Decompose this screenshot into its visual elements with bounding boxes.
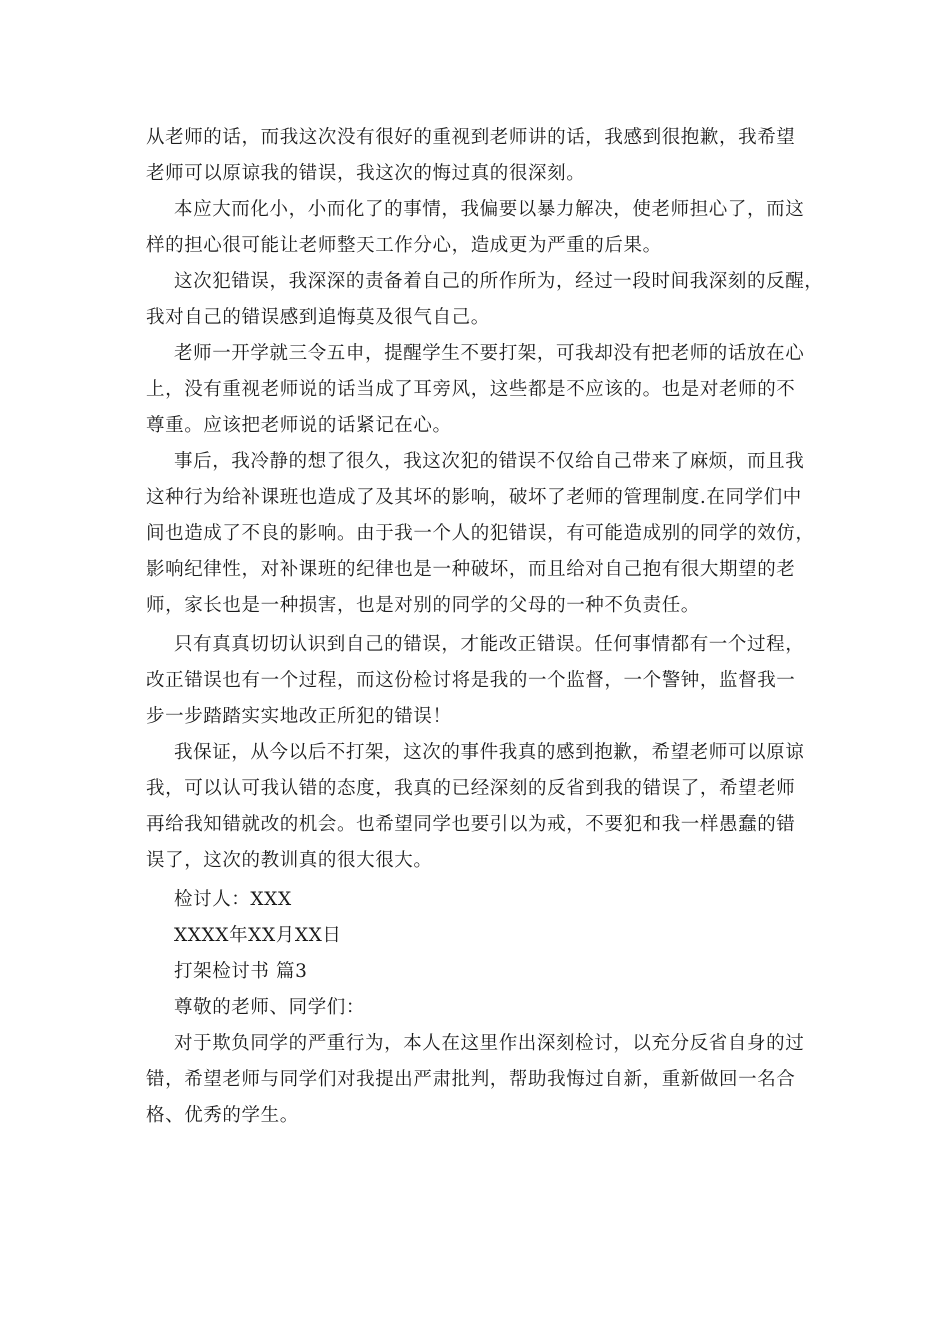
body-text-line: 步一步踏踏实实地改正所犯的错误！: [146, 706, 452, 727]
body-text-line: 错，希望老师与同学们对我提出严肃批判，帮助我悔过自新，重新做回一名合: [146, 1069, 796, 1090]
section-title: 打架检讨书 篇3: [174, 961, 308, 982]
body-text-line: 尊重。应该把老师说的话紧记在心。: [146, 415, 452, 436]
body-text-line: 样的担心很可能让老师整天工作分心，造成更为严重的后果。: [146, 235, 662, 256]
date-line: XXXX年XX月XX日: [174, 925, 342, 946]
body-text-line: 误了，这次的教训真的很大很大。: [146, 850, 433, 871]
body-text-line: 我，可以认可我认错的态度，我真的已经深刻的反省到我的错误了，希望老师: [146, 778, 796, 799]
body-text-line: 这种行为给补课班也造成了及其坏的影响，破坏了老师的管理制度.在同学们中: [146, 487, 802, 508]
body-text-line: 间也造成了不良的影响。由于我一个人的犯错误，有可能造成别的同学的效仿，: [146, 523, 815, 544]
body-text-line: 我保证，从今以后不打架，这次的事件我真的感到抱歉，希望老师可以原谅: [174, 742, 805, 763]
body-text-line: 上，没有重视老师说的话当成了耳旁风，这些都是不应该的。也是对老师的不: [146, 379, 796, 400]
body-text-line: 师，家长也是一种损害，也是对别的同学的父母的一种不负责任。: [146, 595, 700, 616]
body-text-line: 从老师的话，而我这次没有很好的重视到老师讲的话，我感到很抱歉，我希望: [146, 127, 796, 148]
body-text-line: 这次犯错误，我深深的责备着自己的所作所为，经过一段时间我深刻的反醒，: [174, 271, 824, 292]
body-text-line: 我对自己的错误感到追悔莫及很气自己。: [146, 307, 490, 328]
body-text-line: 再给我知错就改的机会。也希望同学也要引以为戒，不要犯和我一样愚蠢的错: [146, 814, 796, 835]
body-text-line: 事后，我冷静的想了很久，我这次犯的错误不仅给自己带来了麻烦，而且我: [174, 451, 805, 472]
body-text-line: 本应大而化小，小而化了的事情，我偏要以暴力解决，使老师担心了，而这: [174, 199, 805, 220]
body-text-line: 老师可以原谅我的错误，我这次的悔过真的很深刻。: [146, 163, 586, 184]
body-text-line: 格、优秀的学生。: [146, 1105, 299, 1126]
signature-line: 检讨人：XXX: [174, 889, 292, 910]
body-text-line: 影响纪律性，对补课班的纪律也是一种破坏，而且给对自己抱有很大期望的老: [146, 559, 796, 580]
body-text-line: 对于欺负同学的严重行为，本人在这里作出深刻检讨，以充分反省自身的过: [174, 1033, 805, 1054]
body-text-line: 改正错误也有一个过程，而这份检讨将是我的一个监督，一个警钟，监督我一: [146, 670, 796, 691]
body-text-line: 只有真真切切认识到自己的错误，才能改正错误。任何事情都有一个过程，: [174, 634, 805, 655]
body-text-line: 老师一开学就三令五申，提醒学生不要打架，可我却没有把老师的话放在心: [174, 343, 805, 364]
salutation-line: 尊敬的老师、同学们：: [174, 997, 366, 1018]
